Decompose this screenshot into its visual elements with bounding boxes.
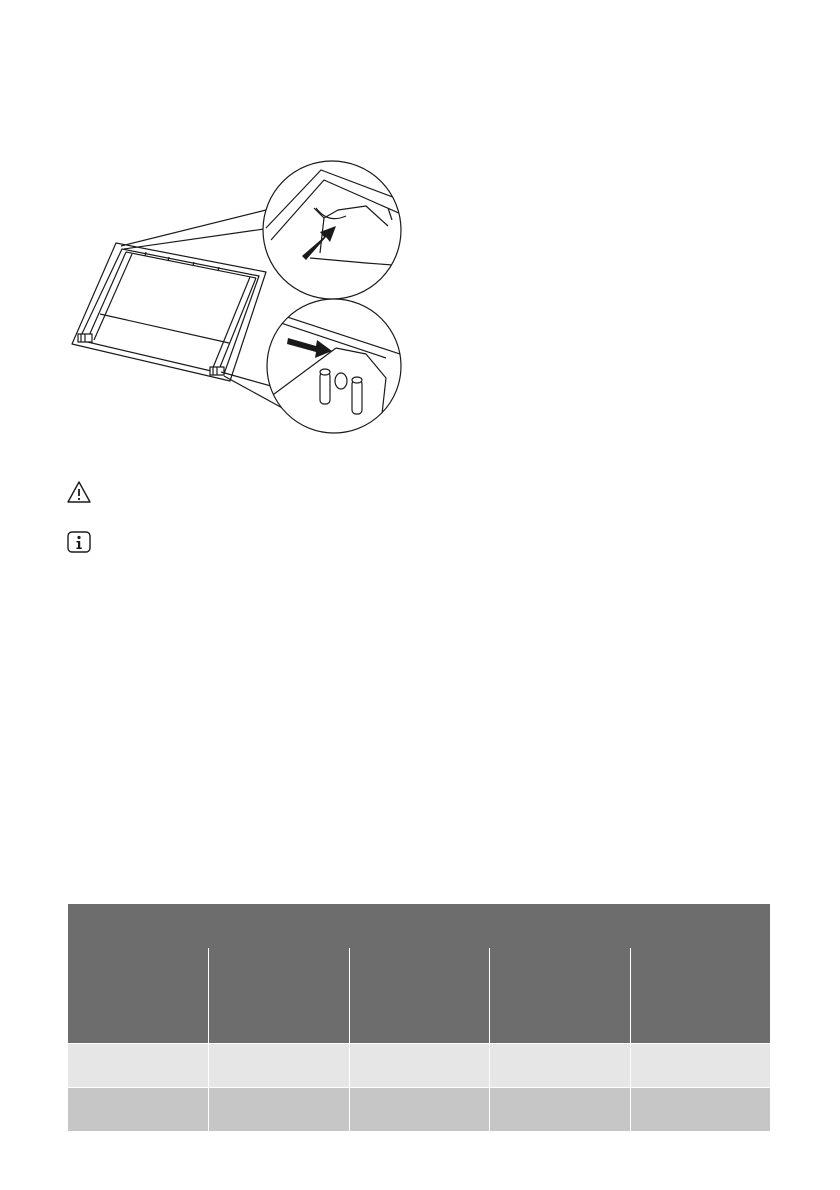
column-divider [630,1044,631,1087]
warning-triangle-icon [66,480,92,504]
column-divider [208,1044,209,1087]
spec-table [68,904,770,1130]
table-row [68,1044,770,1087]
column-divider [489,1088,490,1131]
magnified-detail-bottom [266,299,406,433]
table-row [68,1088,770,1131]
column-divider [349,1088,350,1131]
table-header [68,904,770,1043]
column-divider [630,948,631,1043]
column-divider [208,1088,209,1131]
column-divider [489,1044,490,1087]
door-panel [72,243,266,381]
info-icon [66,530,92,554]
door-removal-illustration [66,148,406,438]
column-divider [349,948,350,1043]
column-divider [489,948,490,1043]
column-divider [208,948,209,1043]
column-divider [630,1088,631,1131]
column-divider [349,1044,350,1087]
